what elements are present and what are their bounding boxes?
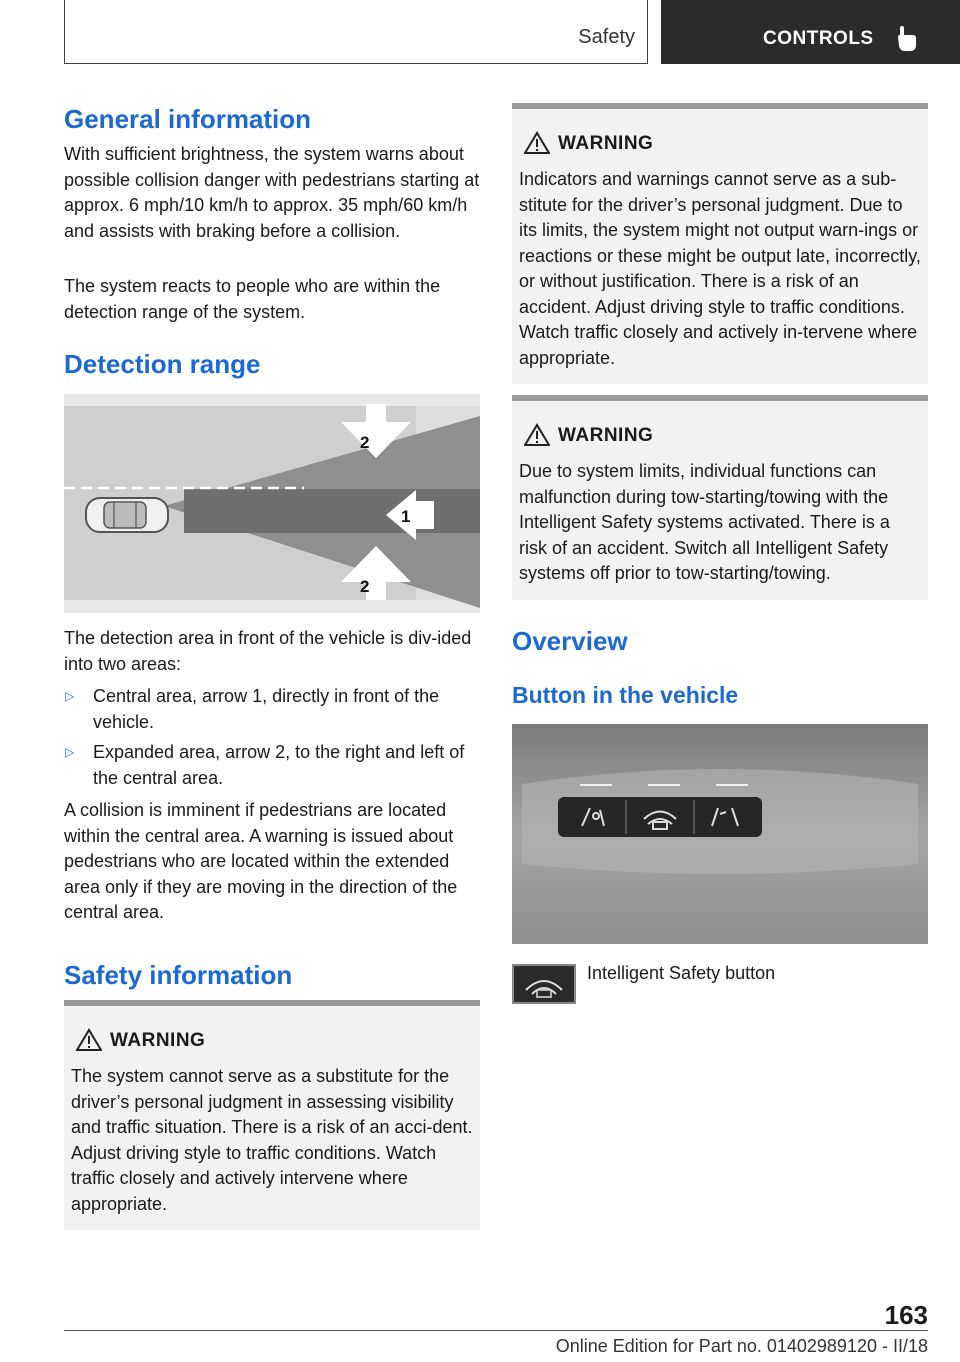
warning-triangle-icon xyxy=(524,423,550,447)
list-item-text: Central area, arrow 1, directly in front of the vehicle. xyxy=(93,686,440,732)
warning-box xyxy=(512,395,928,600)
warning-triangle-icon xyxy=(76,1028,102,1052)
footer-divider xyxy=(64,1330,928,1331)
triangle-bullet-icon: ▷ xyxy=(65,689,75,703)
button-caption: Intelligent Safety button xyxy=(587,963,776,983)
warning-box xyxy=(512,103,928,384)
triangle-bullet-icon: ▷ xyxy=(65,745,75,759)
svg-text:1: 1 xyxy=(401,507,411,526)
page-number: 163 xyxy=(884,1300,928,1330)
car-icon xyxy=(86,498,168,532)
pointing-hand-icon xyxy=(897,26,917,52)
collision-paragraph: A collision is imminent if pedestrians are located within the central area. A warning is issued about pedestrians who are located within the extended area only if they are moving in the direction of the central area. xyxy=(64,800,458,922)
warning-title: WARNING xyxy=(110,1030,206,1051)
general-information-paragraph-2: The system reacts to people who are within the detection range of the system. xyxy=(64,276,441,322)
overview-heading: Overview xyxy=(512,626,628,656)
general-information-heading: General information xyxy=(64,104,312,134)
footer-edition-text: Online Edition for Part no. 01402989120 - II/18 xyxy=(555,1336,928,1356)
button-in-vehicle-heading: Button in the vehicle xyxy=(512,682,739,708)
chapter-tab[interactable] xyxy=(661,0,960,64)
warning-text: Indicators and warnings cannot serve as a sub-stitute for the driver’s personal judgment. Due to its limits, the system might not output warn-ings or reactions or these might be output late, incorrectly, or without justification. There is a risk of an accident. Adjust driving style to traffic conditions. Watch traffic closely and actively in-tervene where appropriate. xyxy=(519,169,921,368)
safety-information-heading: Safety information xyxy=(64,960,293,990)
section-title: Safety xyxy=(578,26,635,48)
chapter-tab-label: CONTROLS xyxy=(763,28,874,49)
warning-title: WARNING xyxy=(558,133,654,154)
list-item-text: Expanded area, arrow 2, to the right and left of the central area. xyxy=(93,742,465,788)
warning-triangle-icon xyxy=(524,131,550,155)
button-panel-photo xyxy=(512,724,928,944)
warning-title: WARNING xyxy=(558,425,654,446)
warning-text: Due to system limits, individual functions can malfunction during tow-starting/towing with the Intelligent Safety systems activated. There is a risk of an accident. Switch all Intelligent Safety systems off prior to tow-starting/towing. xyxy=(519,461,890,583)
intelligent-safety-button-icon xyxy=(512,964,576,1004)
general-information-paragraph-1: With sufficient brightness, the system warns about possible collision danger with pedestrians starting at approx. 6 mph/10 km/h to approx. 35 mph/60 km/h and assists with braking before a collision. xyxy=(64,144,480,241)
header-frame xyxy=(64,0,648,64)
detection-range-heading: Detection range xyxy=(64,349,261,379)
warning-text: The system cannot serve as a substitute for the driver’s personal judgment in assessing visibility and traffic situation. There is a risk of an acci-dent. Adjust driving style to traffic conditions. Watch traffic closely and actively intervene where appropriate. xyxy=(71,1066,473,1214)
detection-range-diagram xyxy=(64,394,480,613)
detection-intro-text: The detection area in front of the vehicle is div-ided into two areas: xyxy=(64,628,472,674)
warning-box xyxy=(64,1000,480,1230)
svg-text:2: 2 xyxy=(360,577,370,596)
svg-text:2: 2 xyxy=(360,433,370,452)
